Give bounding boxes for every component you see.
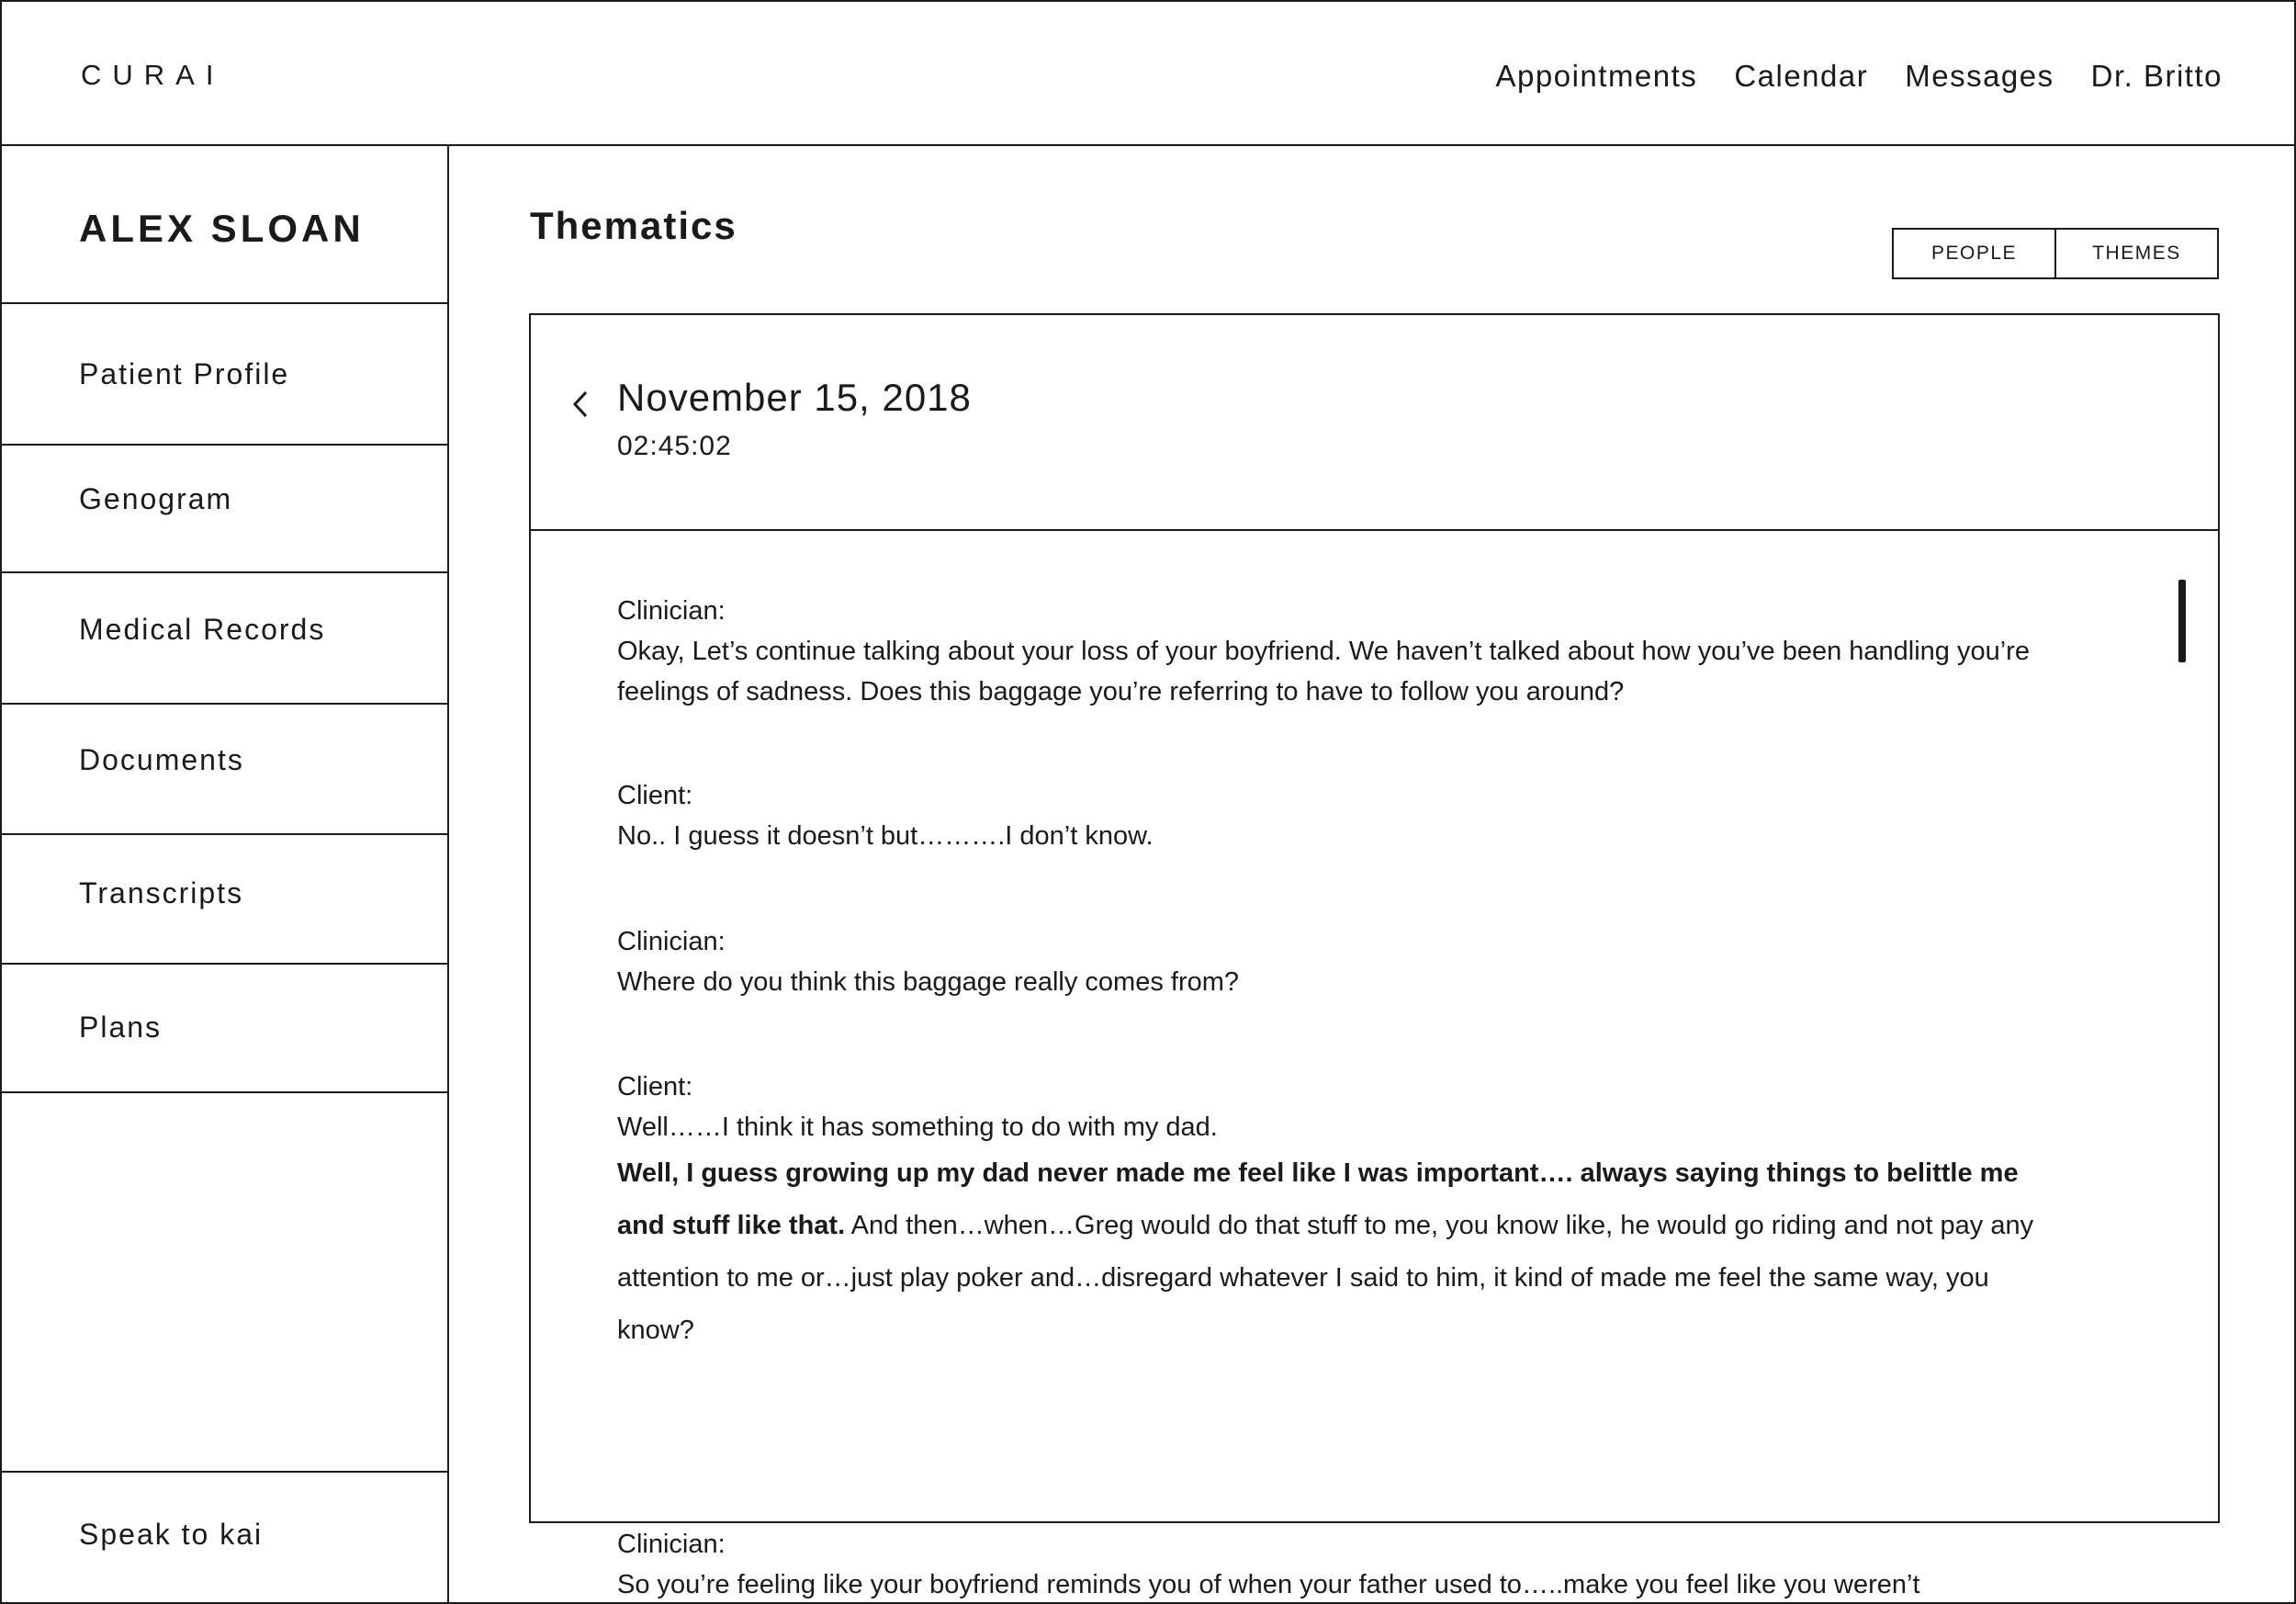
sidebar-item-plans[interactable]: Plans: [79, 1011, 163, 1044]
utterance-text: Okay, Let’s continue talking about your loss of your boyfriend. We haven’t talked about how you’ve been handling you’re feelings of sadness. Does this baggage you’re referring to have to follow you around?: [617, 637, 2030, 706]
session-header: [531, 315, 2218, 531]
transcript-entry: [617, 921, 2105, 1002]
page-title: Thematics: [530, 204, 737, 247]
divider: [0, 1091, 448, 1093]
divider: [0, 302, 448, 304]
utterance-text: Where do you think this baggage really comes from?: [617, 967, 1240, 997]
transcript-panel: [529, 313, 2220, 1599]
divider: [0, 703, 448, 705]
sidebar-item-documents[interactable]: Documents: [79, 743, 244, 776]
utterance-paragraph: [617, 1147, 2050, 1357]
sidebar-item-genogram[interactable]: Genogram: [79, 482, 233, 515]
speaker-label: Client:: [617, 1072, 693, 1101]
session-time: 02:45:02: [617, 431, 732, 461]
toggle-themes-button[interactable]: THEMES: [2054, 230, 2217, 277]
sidebar: [0, 146, 449, 1604]
nav-user[interactable]: Dr. Britto: [2090, 59, 2223, 93]
divider: [0, 963, 448, 965]
toggle-people-button[interactable]: PEOPLE: [1930, 243, 2018, 264]
divider: [0, 1471, 448, 1473]
transcript-entry: [617, 1067, 2050, 1357]
view-toggle: [1892, 228, 2219, 279]
app-logo[interactable]: CURAI: [81, 59, 225, 91]
chevron-left-icon[interactable]: [564, 381, 601, 427]
sidebar-item-medical-records[interactable]: Medical Records: [79, 613, 326, 646]
speaker-label: Clinician:: [617, 1530, 726, 1559]
top-nav: [1496, 59, 2223, 94]
utterance-text: Well……I think it has something to do with my dad.: [617, 1113, 1218, 1142]
divider: [0, 571, 448, 573]
transcript-entry: [617, 591, 2105, 712]
highlighted-theme-text[interactable]: Well, I guess growing up my dad never made me feel like I was important…. always saying things to belittle me and stuff like that.: [617, 1158, 2019, 1240]
divider: [0, 444, 448, 446]
speaker-label: Client:: [617, 781, 693, 810]
nav-messages[interactable]: Messages: [1905, 59, 2054, 93]
nav-calendar[interactable]: Calendar: [1734, 59, 1869, 93]
top-header: [0, 0, 2296, 146]
patient-name: ALEX SLOAN: [79, 207, 365, 250]
transcript-entry: [617, 1524, 2105, 1604]
speaker-label: Clinician:: [617, 596, 726, 626]
speaker-label: Clinician:: [617, 927, 726, 956]
utterance-text: No.. I guess it doesn’t but……….I don’t know.: [617, 821, 1154, 851]
utterance-text: So you’re feeling like your boyfriend reminds you of when your father used to…..make you feel like you weren’t: [617, 1570, 1920, 1599]
speak-to-kai-button[interactable]: Speak to kai: [79, 1518, 264, 1551]
scrollbar-thumb[interactable]: [2178, 580, 2186, 662]
sidebar-item-patient-profile[interactable]: Patient Profile: [79, 357, 290, 390]
divider: [0, 833, 448, 835]
nav-appointments[interactable]: Appointments: [1495, 59, 1698, 93]
sidebar-item-transcripts[interactable]: Transcripts: [79, 876, 244, 909]
utterance-text: And then…when…Greg would do that stuff to me, you know like, he would go riding and not pay any attention to me or…just play poker and…disregard whatever I said to him, it kind of made me feel the same way, you know?: [617, 1211, 2034, 1345]
session-date: November 15, 2018: [617, 376, 972, 419]
transcript-entry: [617, 775, 2105, 856]
